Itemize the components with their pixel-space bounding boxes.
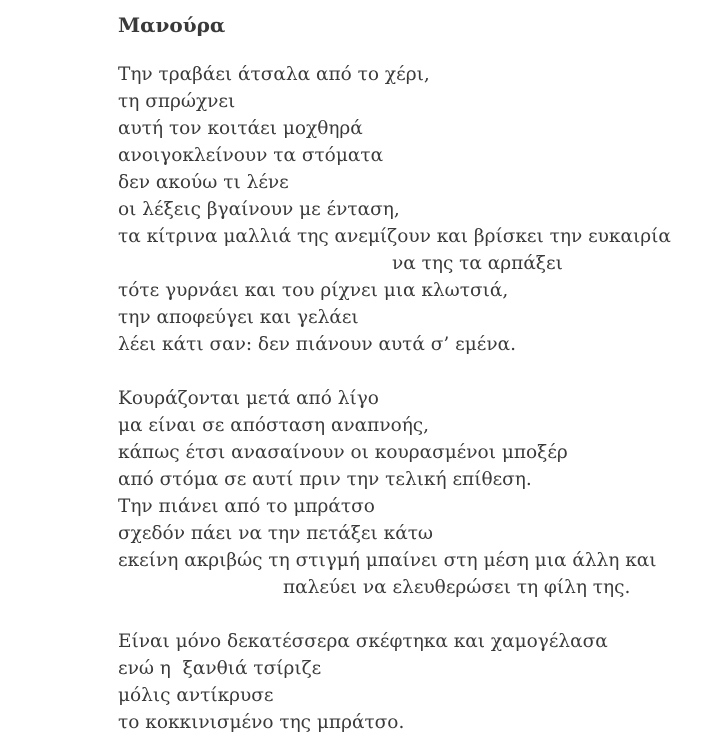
stanza xyxy=(118,385,690,601)
poem-line: το κοκκινισμένο της μπράτσο. xyxy=(118,712,405,733)
poem-line: αυτή τον κοιτάει μοχθηρά xyxy=(118,118,363,139)
poem-line: οι λέξεις βγαίνουν με ένταση, xyxy=(118,199,400,220)
poem-line: από στόμα σε αυτί πριν την τελική επίθεση. xyxy=(118,469,532,490)
poem-line: σχεδόν πάει να την πετάξει κάτω xyxy=(118,523,434,544)
poem-line: λέει κάτι σαν: δεν πιάνουν αυτά σ’ εμένα. xyxy=(118,334,516,355)
poem-body xyxy=(118,61,690,736)
poem-line: την αποφεύγει και γελάει xyxy=(118,307,359,328)
poem-line: κάπως έτσι ανασαίνουν οι κουρασμένοι μποξέρ xyxy=(118,442,568,463)
poem-line: παλεύει να ελευθερώσει τη φίλη της. xyxy=(283,577,631,598)
poem-line: τότε γυρνάει και του ρίχνει μια κλωτσιά, xyxy=(118,280,509,301)
poem-line: να της τα αρπάξει xyxy=(392,253,563,274)
poem-line: μα είναι σε απόσταση αναπνοής, xyxy=(118,415,430,436)
poem-line: Είναι μόνο δεκατέσσερα σκέφτηκα και χαμογέλασα xyxy=(118,631,608,652)
stanza xyxy=(118,628,690,736)
poem-line: ανοιγοκλείνουν τα στόματα xyxy=(118,145,384,166)
poem-line: ενώ η ξανθιά τσίριζε xyxy=(118,658,322,679)
poem-line: τη σπρώχνει xyxy=(118,91,236,112)
poem-line: δεν ακούω τι λένε xyxy=(118,172,289,193)
poem-line: Κουράζονται μετά από λίγο xyxy=(118,388,379,409)
poem-line: εκείνη ακριβώς τη στιγμή μπαίνει στη μέση μια άλλη και xyxy=(118,550,657,571)
stanza xyxy=(118,61,690,358)
poem-line: Την πιάνει από το μπράτσο xyxy=(118,496,375,517)
poem-line: τα κίτρινα μαλλιά της ανεμίζουν και βρίσκει την ευκαιρία xyxy=(118,226,671,247)
poem-line: μόλις αντίκρυσε xyxy=(118,685,274,706)
poem-title: Μανούρα xyxy=(118,13,226,37)
poem-line: Την τραβάει άτσαλα από το χέρι, xyxy=(118,64,430,85)
